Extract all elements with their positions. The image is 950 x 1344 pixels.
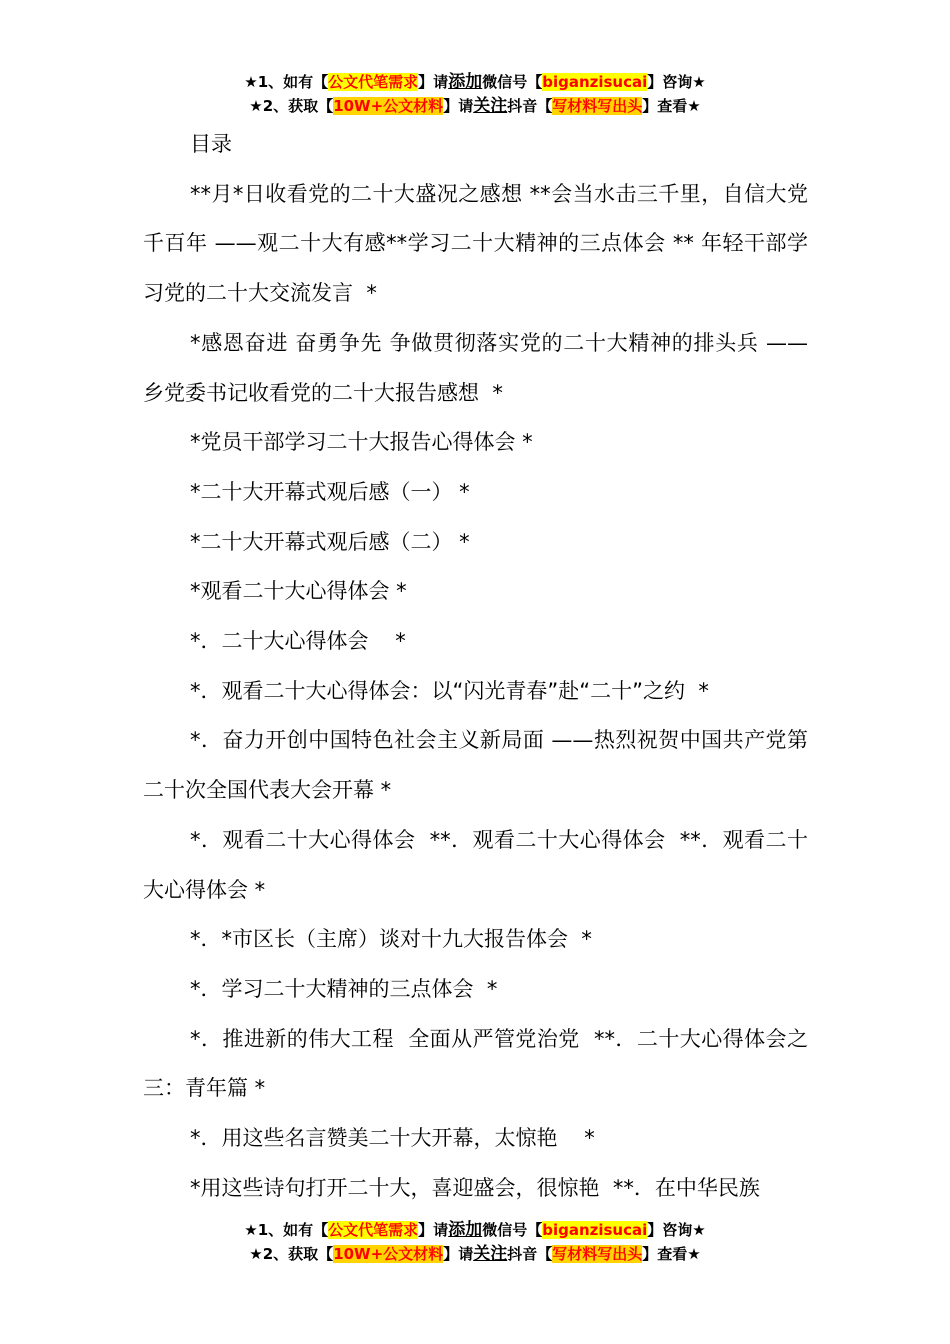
toc-entry: *．观看二十大心得体会：以“闪光青春”赴“二十”之约 *: [190, 678, 709, 703]
toc-entry: *．学习二十大精神的三点体会 *: [190, 976, 498, 1001]
promo-text: 微信号【: [482, 73, 543, 91]
promo-text: ★2、获取【: [249, 1245, 334, 1263]
header-promo-banner: [0, 70, 950, 118]
promo-text: 】请: [443, 1245, 474, 1263]
promo-line-2: [0, 1242, 950, 1266]
promo-text: 】请: [443, 97, 474, 115]
promo-text: 】请: [418, 1221, 449, 1239]
toc-entry: *二十大开幕式观后感（一） *: [190, 479, 470, 504]
promo-text: 】查看★: [642, 97, 701, 115]
promo-text: 抖音【: [507, 97, 553, 115]
promo-highlight: 10W+公文材料: [333, 97, 444, 115]
toc-entry: *感恩奋进 奋勇争先 争做贯彻落实党的二十大精神的排头兵 ——乡党委书记收看党的二十大报告感想 *: [143, 330, 808, 405]
promo-emphasis: 关注: [473, 96, 508, 116]
promo-emphasis: 关注: [473, 1244, 508, 1264]
promo-highlight: 10W+公文材料: [333, 1245, 444, 1263]
toc-entry: **月*日收看党的二十大盛况之感想 **会当水击三千里，自信大党千百年 ——观二十大有感**学习二十大精神的三点体会 ** 年轻干部学习党的二十大交流发言 *: [143, 181, 808, 306]
promo-line-2: [0, 94, 950, 118]
promo-highlight: 公文代笔需求: [328, 1221, 419, 1239]
toc-entry: *党员干部学习二十大报告心得体会 *: [190, 430, 533, 455]
promo-emphasis: 添加: [448, 1220, 483, 1240]
promo-text: ★1、如有【: [244, 1221, 329, 1239]
douyin-account: 写材料写出头: [552, 1245, 643, 1263]
promo-text: 抖音【: [507, 1245, 553, 1263]
promo-line-1: [0, 1218, 950, 1242]
footer-promo-banner: [0, 1218, 950, 1266]
toc-entry: *．*市区长（主席）谈对十九大报告体会 *: [190, 927, 592, 952]
toc-entry: *．奋力开创中国特色社会主义新局面 ——热烈祝贺中国共产党第二十次全国代表大会开幕 *: [143, 728, 808, 803]
promo-highlight: 公文代笔需求: [328, 73, 419, 91]
toc-body: [143, 120, 808, 1213]
promo-text: ★2、获取【: [249, 97, 334, 115]
toc-entry: *二十大开幕式观后感（二） *: [190, 529, 470, 554]
toc-entry: *．用这些名言赞美二十大开幕，太惊艳 *: [190, 1126, 595, 1151]
toc-entry: *用这些诗句打开二十大，喜迎盛会，很惊艳 **．在中华民族: [190, 1175, 760, 1200]
wechat-id: biganzisucai: [542, 1221, 648, 1239]
promo-text: 】咨询★: [647, 73, 706, 91]
toc-entry: *观看二十大心得体会 *: [190, 579, 407, 604]
toc-title: 目录: [190, 132, 232, 156]
promo-text: 微信号【: [482, 1221, 543, 1239]
wechat-id: biganzisucai: [542, 73, 648, 91]
toc-entry: *．推进新的伟大工程 全面从严管党治党 **．二十大心得体会之三：青年篇 *: [143, 1026, 808, 1101]
promo-emphasis: 添加: [448, 72, 483, 92]
promo-line-1: [0, 70, 950, 94]
douyin-account: 写材料写出头: [552, 97, 643, 115]
toc-entry: *．二十大心得体会 *: [190, 629, 406, 654]
promo-text: 】咨询★: [647, 1221, 706, 1239]
toc-entry: *．观看二十大心得体会 **．观看二十大心得体会 **．观看二十大心得体会 *: [143, 827, 808, 902]
promo-text: 】请: [418, 73, 449, 91]
promo-text: 】查看★: [642, 1245, 701, 1263]
promo-text: ★1、如有【: [244, 73, 329, 91]
